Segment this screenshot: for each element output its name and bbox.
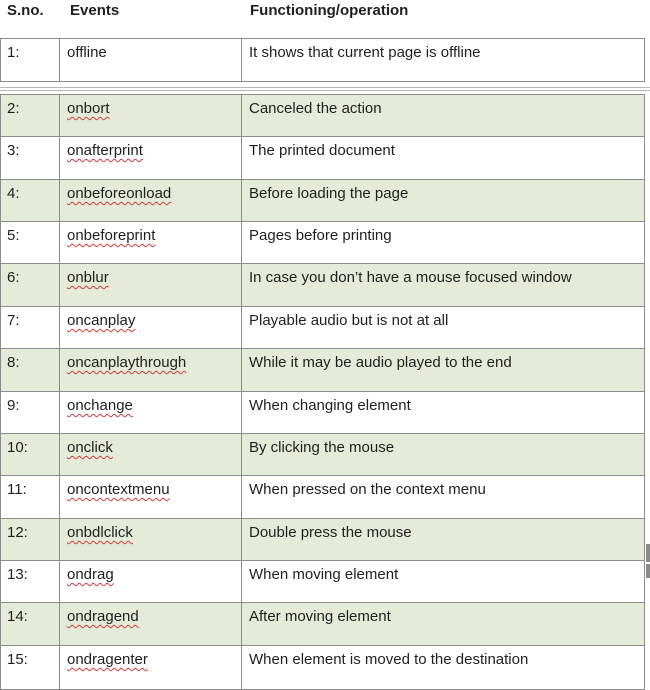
event-name: onbeforeprint [67, 227, 156, 244]
sno-cell: 6: [1, 264, 60, 306]
header-sno: S.no. [7, 2, 44, 19]
event-cell [60, 307, 242, 348]
header-functioning: Functioning/operation [250, 2, 409, 19]
event-name: ondrag [67, 566, 114, 583]
function-cell: Before loading the page [249, 185, 409, 202]
function-cell: By clicking the mouse [249, 439, 395, 456]
table-row [0, 646, 645, 690]
table-row [0, 519, 645, 561]
sno-cell: 3: [1, 137, 60, 179]
event-cell [60, 39, 242, 81]
event-cell [60, 476, 242, 518]
table-row [0, 392, 645, 434]
sno-cell: 7: [1, 307, 60, 348]
table-row [0, 137, 645, 180]
sno-cell: 13: [1, 561, 60, 602]
event-name: offline [67, 44, 107, 61]
event-cell [60, 137, 242, 179]
function-cell: The printed document [249, 142, 395, 159]
table-separator [0, 90, 650, 91]
event-cell [60, 264, 242, 306]
table-row [0, 434, 645, 476]
event-name: oncontextmenu [67, 481, 170, 498]
event-cell [60, 603, 242, 645]
sno-cell: 15: [1, 646, 60, 689]
table-row [0, 561, 645, 603]
scrollbar-marker[interactable] [646, 564, 650, 578]
event-name: ondragenter [67, 651, 148, 668]
table-row [0, 349, 645, 392]
event-cell [60, 222, 242, 263]
event-name: onafterprint [67, 142, 143, 159]
function-cell: While it may be audio played to the end [249, 354, 512, 371]
table-row [0, 603, 645, 646]
function-cell: It shows that current page is offline [249, 44, 481, 61]
function-cell: Playable audio but is not at all [249, 312, 449, 329]
function-cell: When pressed on the context menu [249, 481, 486, 498]
event-cell [60, 561, 242, 602]
function-cell: When element is moved to the destination [249, 651, 529, 668]
table-row [0, 180, 645, 222]
table-row [0, 264, 645, 307]
event-name: onbeforeonload [67, 185, 172, 202]
event-name: onblur [67, 269, 109, 286]
function-cell: After moving element [249, 608, 391, 625]
sno-cell: 11: [1, 476, 60, 518]
scrollbar-marker[interactable] [646, 544, 650, 562]
event-cell [60, 434, 242, 475]
table-row [0, 222, 645, 264]
sno-cell: 12: [1, 519, 60, 560]
sno-cell: 8: [1, 349, 60, 391]
table-row [0, 307, 645, 349]
table-row [0, 476, 645, 519]
event-name: oncanplay [67, 312, 136, 329]
table-row [0, 38, 645, 82]
sno-cell: 14: [1, 603, 60, 645]
event-name: onclick [67, 439, 113, 456]
event-cell [60, 519, 242, 560]
event-name: onchange [67, 397, 133, 414]
function-cell: Canceled the action [249, 100, 382, 117]
table-separator [0, 87, 650, 88]
event-cell [60, 95, 242, 136]
function-cell: Double press the mouse [249, 524, 412, 541]
function-cell: When moving element [249, 566, 399, 583]
event-name: oncanplaythrough [67, 354, 187, 371]
sno-cell: 4: [1, 180, 60, 221]
sno-cell: 10: [1, 434, 60, 475]
sno-cell: 5: [1, 222, 60, 263]
table-row [0, 94, 645, 137]
sno-cell: 9: [1, 392, 60, 433]
event-cell [60, 646, 242, 689]
function-cell: In case you don’t have a mouse focused window [249, 269, 572, 286]
event-name: onbdlclick [67, 524, 133, 541]
event-name: ondragend [67, 608, 139, 625]
event-name: onbort [67, 100, 110, 117]
sno-cell: 2: [1, 95, 60, 136]
function-cell: When changing element [249, 397, 411, 414]
header-events: Events [70, 2, 120, 19]
function-cell: Pages before printing [249, 227, 392, 244]
event-cell [60, 180, 242, 221]
event-cell [60, 392, 242, 433]
table-header [0, 0, 650, 30]
event-cell [60, 349, 242, 391]
sno-cell: 1: [1, 39, 60, 81]
